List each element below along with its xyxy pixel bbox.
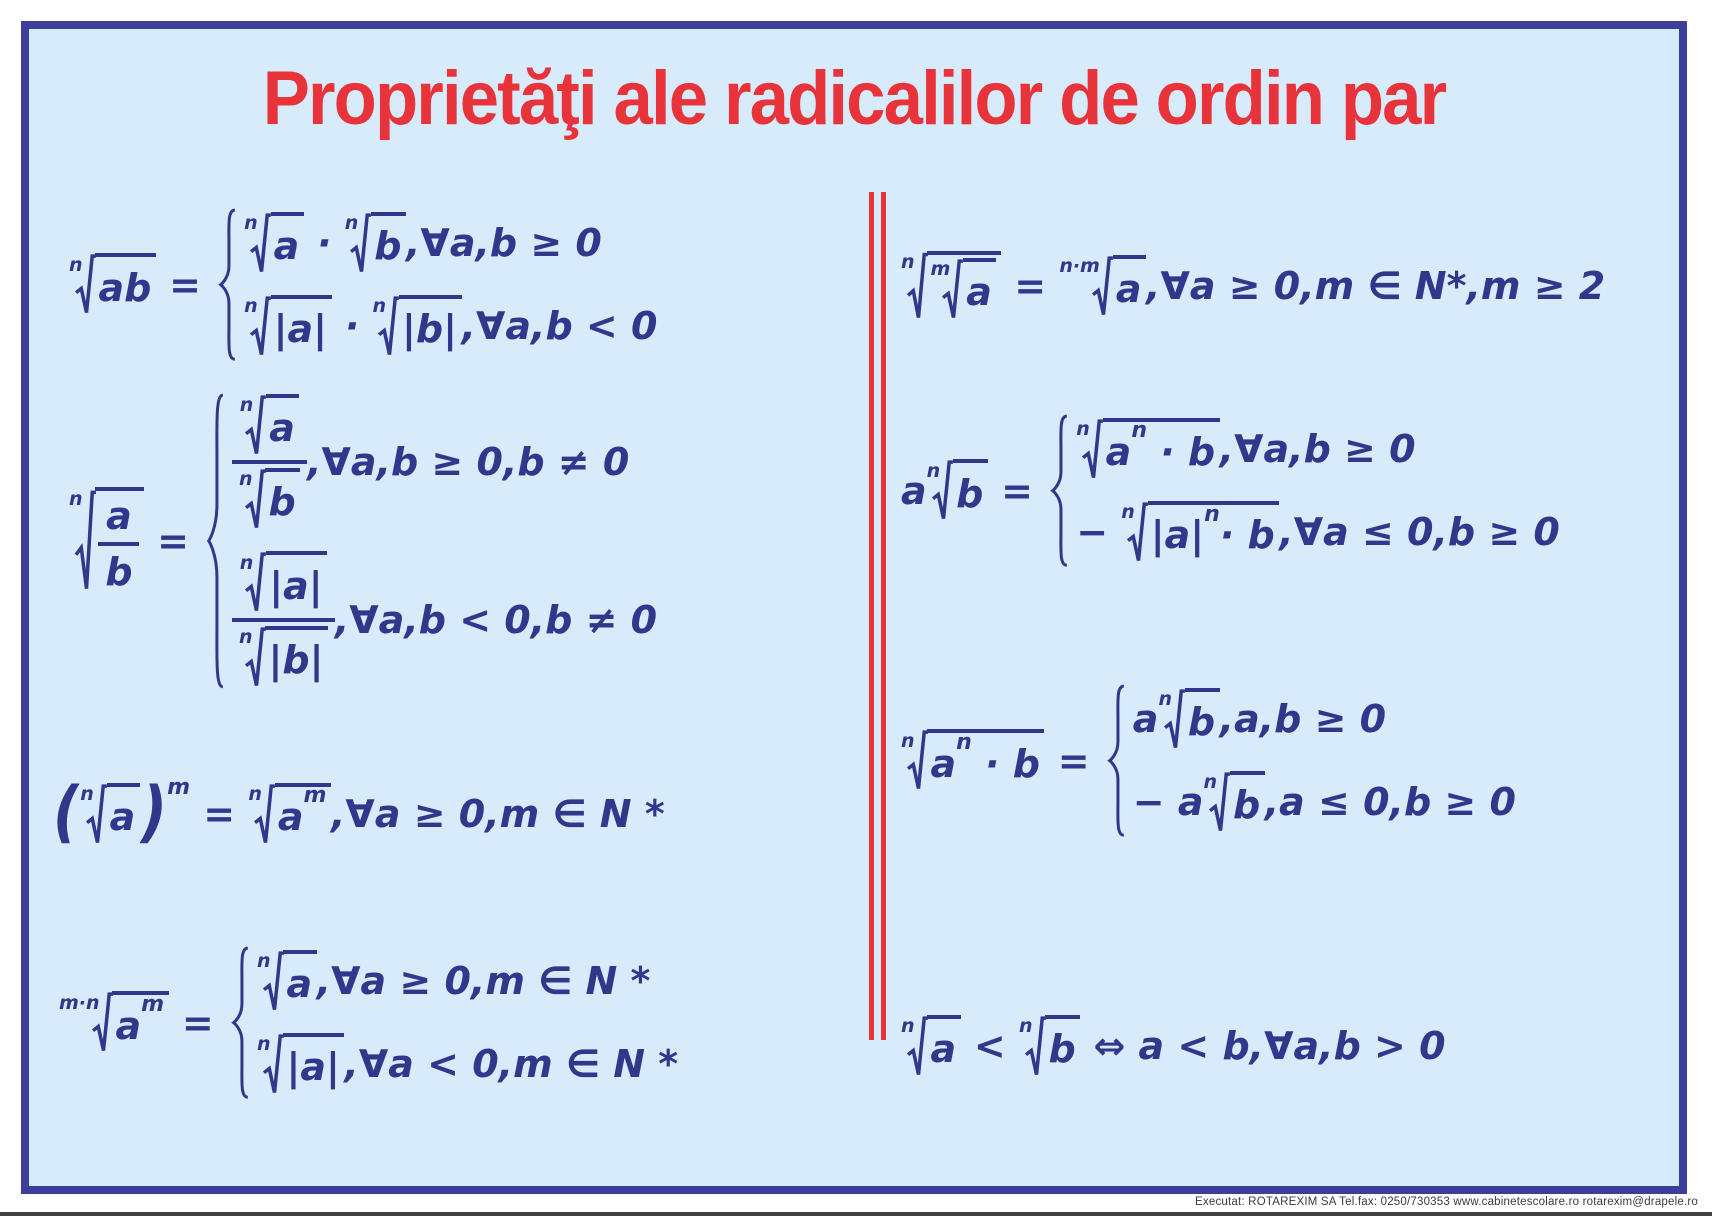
cases-rows <box>244 207 657 362</box>
math-text: a <box>930 1027 957 1072</box>
radical-index: n <box>1019 1015 1033 1038</box>
superscript: m <box>141 992 165 1018</box>
math-text: · b <box>1147 429 1216 474</box>
column-separator <box>869 192 886 1040</box>
formula-power-rule <box>53 773 665 852</box>
math-text: ,∀a ≥ 0,m ∈ N * <box>331 792 665 836</box>
radicand <box>1230 771 1265 834</box>
case-row <box>1133 688 1386 751</box>
case-row <box>1076 501 1560 564</box>
math-text: a <box>273 223 300 268</box>
radical-index: n <box>239 468 253 491</box>
radical-index: n·m <box>1059 255 1100 278</box>
math-text: b <box>105 549 133 594</box>
math-text: ,∀a ≥ 0,m ∈ N*,m ≥ 2 <box>1146 264 1606 309</box>
radical-index: n <box>1121 501 1135 524</box>
cases-rows <box>232 389 657 693</box>
radical-index: n <box>901 251 915 274</box>
radical-index: n <box>344 211 359 234</box>
radicand <box>271 295 332 358</box>
radical-index: m <box>930 258 951 281</box>
math-text: = <box>143 518 203 563</box>
radicand <box>283 950 316 1013</box>
cases-brace-icon <box>204 389 228 693</box>
math-text: ,∀a ≥ 0,m ∈ N * <box>316 958 651 1003</box>
radical-index: n <box>1076 417 1090 440</box>
math-text: b <box>956 471 984 516</box>
math-text: |a| <box>1150 513 1205 558</box>
right-paren: ) <box>141 773 168 852</box>
formula-nested-root-rule <box>901 251 1605 321</box>
radical-index: n <box>69 487 83 510</box>
poster-title: Proprietăţi ale radicalilor de ordin par <box>262 56 1446 141</box>
radical <box>59 991 169 1054</box>
radicand <box>1045 1015 1080 1078</box>
math-text: − <box>1076 510 1122 555</box>
radicand <box>266 551 327 614</box>
math-text: a <box>109 794 136 839</box>
paren-group <box>53 773 168 852</box>
radicand <box>927 729 1044 792</box>
math-text: |a| <box>286 1045 340 1090</box>
math-text: b <box>1187 699 1216 744</box>
radical <box>239 626 328 689</box>
fraction <box>98 494 139 594</box>
math-text: a <box>269 405 295 450</box>
radicand <box>1148 501 1280 564</box>
radical-index: n <box>1158 687 1172 710</box>
math-text: a <box>901 468 927 513</box>
radicand <box>1113 255 1146 318</box>
cases-group <box>227 945 678 1100</box>
radical-index: n <box>372 295 387 318</box>
radicand <box>265 626 328 689</box>
radical-index: n <box>256 1033 271 1056</box>
scan-edge-strip <box>0 1212 1712 1216</box>
radical-index: n <box>239 393 254 416</box>
cases-brace-icon <box>1105 683 1129 838</box>
radicand <box>963 258 996 321</box>
radical <box>244 212 304 275</box>
radical-index: n <box>256 949 271 972</box>
case-row <box>1076 418 1415 481</box>
radicand <box>275 783 331 846</box>
left-paren: ( <box>53 773 80 852</box>
cases-group <box>1103 683 1516 838</box>
radical <box>930 258 996 321</box>
radicand <box>371 212 406 275</box>
numerator <box>99 494 138 542</box>
math-text: b <box>1232 783 1261 828</box>
radicand <box>927 1015 960 1078</box>
math-text: a <box>1105 429 1132 474</box>
radicand <box>265 468 300 531</box>
credits-text: Executat: ROTAREXIM SA Tel.fax: 0250/730353 www.cabinetescolare.ro rotarexim@drapele.ro <box>1195 1196 1698 1208</box>
math-text: = <box>155 262 215 307</box>
radical <box>80 783 140 846</box>
radical <box>244 295 331 358</box>
radical <box>927 459 988 522</box>
case-row <box>232 551 657 688</box>
radical <box>345 212 406 275</box>
radical <box>1121 501 1279 564</box>
math-text: b <box>1048 1027 1076 1072</box>
math-text: ,∀a,b ≥ 0 <box>406 220 602 265</box>
case-row <box>232 394 629 531</box>
cases-rows <box>257 945 678 1100</box>
math-text: a <box>1115 266 1142 311</box>
math-text: ,a,b ≥ 0 <box>1219 696 1387 741</box>
math-text: a <box>286 961 313 1006</box>
fraction <box>232 551 335 688</box>
radical <box>257 1033 344 1096</box>
math-text: ,∀a < 0,m ∈ N * <box>344 1042 679 1087</box>
math-text: b <box>374 223 402 268</box>
formula-extract-factor-rule <box>901 683 1516 838</box>
case-row <box>257 950 650 1013</box>
math-text: ,∀a,b < 0,b ≠ 0 <box>334 597 658 642</box>
denominator <box>232 618 335 688</box>
radicand <box>107 783 140 846</box>
math-text: ,∀a,b ≥ 0,b ≠ 0 <box>307 440 630 485</box>
math-text: ,∀a ≤ 0,b ≥ 0 <box>1279 510 1560 555</box>
numerator <box>233 394 306 460</box>
math-text: = <box>168 1000 227 1045</box>
math-text: · b <box>971 741 1040 786</box>
cases-brace-icon <box>1048 413 1072 568</box>
denominator <box>98 542 139 594</box>
case-row <box>257 1033 678 1096</box>
cases-rows <box>1133 683 1516 838</box>
radicand <box>112 991 168 1054</box>
case-row <box>244 212 602 275</box>
radical <box>240 551 327 614</box>
radical <box>1076 418 1219 481</box>
radicand <box>95 487 143 594</box>
radical-index: n <box>244 211 258 234</box>
math-text: · b <box>1219 513 1275 558</box>
radical-index: n <box>239 551 254 574</box>
cases-brace-icon <box>229 945 253 1100</box>
radical-index: n <box>926 459 941 482</box>
math-text: a <box>277 794 304 839</box>
cases-group <box>214 207 657 362</box>
radical <box>901 1015 961 1078</box>
math-text: = <box>1001 264 1060 309</box>
math-text: b <box>268 480 296 525</box>
radical <box>257 950 317 1013</box>
math-text: · <box>331 304 373 349</box>
math-text: − a <box>1132 780 1204 825</box>
radical <box>901 251 1001 321</box>
radical-index: n <box>901 1015 915 1038</box>
paren-content <box>79 783 141 846</box>
denominator <box>232 460 307 530</box>
math-text: ,∀a,b ≥ 0 <box>1219 426 1416 471</box>
radical <box>240 394 300 457</box>
math-text: = <box>190 792 249 836</box>
radical <box>1059 255 1146 318</box>
radical <box>1019 1015 1080 1078</box>
radical <box>373 295 462 358</box>
math-text: < <box>960 1024 1019 1069</box>
radical-index: n <box>1203 771 1218 794</box>
superscript: n <box>956 730 972 756</box>
numerator <box>233 551 334 617</box>
math-text: = <box>1044 738 1103 783</box>
radicand <box>266 394 299 457</box>
math-text: ,∀a,b < 0 <box>461 304 658 349</box>
radicand <box>283 1033 344 1096</box>
radicand <box>271 212 304 275</box>
cases-group <box>202 389 657 693</box>
math-text: = <box>987 468 1047 513</box>
radical <box>239 468 300 531</box>
poster-panel <box>21 21 1687 1194</box>
cases-rows <box>1076 413 1560 568</box>
formula-index-simplification <box>59 945 678 1100</box>
math-text: |b| <box>268 637 324 682</box>
fraction <box>232 394 307 531</box>
radicand <box>1185 688 1220 751</box>
radicand <box>1103 418 1220 481</box>
math-text: · <box>303 220 345 265</box>
radicand <box>927 251 1001 321</box>
radical-index: n <box>80 783 94 806</box>
math-text: a <box>966 269 992 314</box>
math-text: |a| <box>273 307 328 352</box>
radical <box>901 729 1044 792</box>
math-text: |b| <box>402 307 457 352</box>
radical <box>69 487 144 594</box>
formula-insert-factor-rule <box>901 413 1560 568</box>
math-text: a <box>115 1003 142 1048</box>
radicand <box>95 253 155 316</box>
radicand <box>953 459 988 522</box>
case-row <box>244 295 657 358</box>
formula-product-rule <box>69 207 657 362</box>
radical-index: m·n <box>59 991 100 1014</box>
superscript: m <box>167 775 191 801</box>
radical-index: n <box>239 626 253 649</box>
cases-group <box>1046 413 1560 568</box>
radical <box>1204 771 1265 834</box>
math-text: ⇔ a < b,∀a,b > 0 <box>1080 1024 1446 1069</box>
radical <box>248 783 331 846</box>
cases-brace-icon <box>216 207 240 362</box>
superscript: m <box>303 783 327 809</box>
formula-quotient-rule <box>69 389 657 693</box>
radical-index: n <box>248 783 262 806</box>
case-row <box>1133 771 1516 834</box>
math-text: ab <box>98 265 152 310</box>
radicand <box>399 295 462 358</box>
math-text: a <box>930 741 957 786</box>
math-text: |a| <box>269 563 323 608</box>
radical <box>69 253 156 316</box>
radical-index: n <box>901 729 915 752</box>
math-text: a <box>1132 696 1159 741</box>
formula-monotonicity-rule <box>901 1015 1446 1078</box>
radical-index: n <box>69 253 83 276</box>
radical-index: n <box>244 295 258 318</box>
superscript: n <box>1204 501 1220 527</box>
superscript: n <box>1131 418 1148 444</box>
math-text: ,a ≤ 0,b ≥ 0 <box>1264 780 1516 825</box>
math-text: a <box>106 494 132 539</box>
radical <box>1158 688 1219 751</box>
